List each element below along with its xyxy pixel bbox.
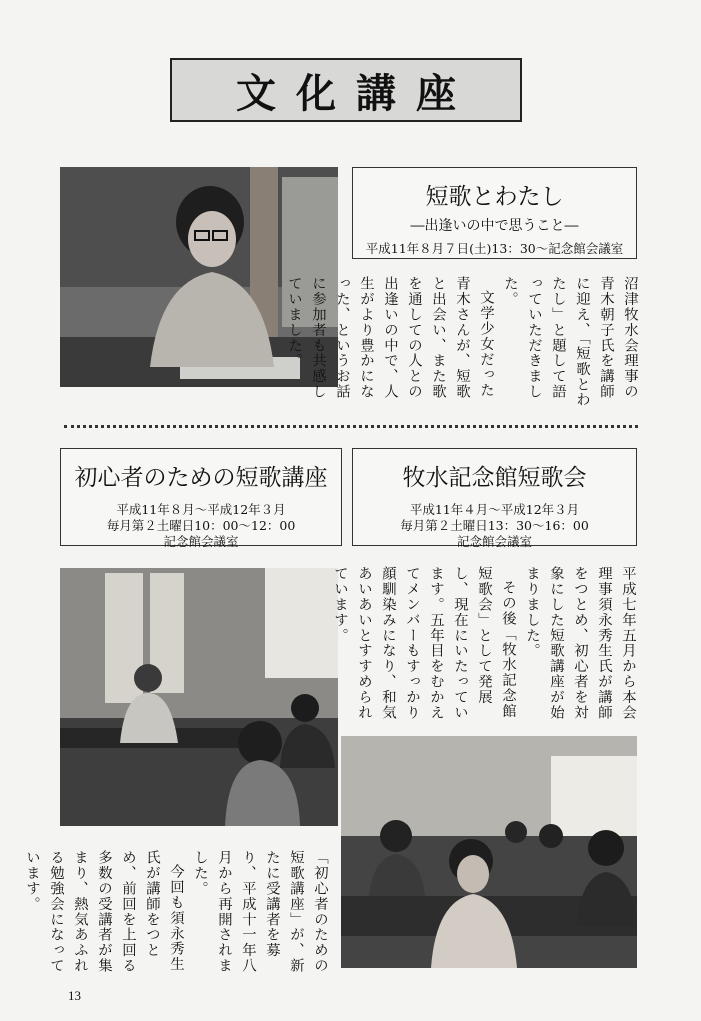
- beginner-paragraph: 今回も須永秀生氏が講師をつとめ、前回を上回る多数の受講者が集まり、熱気あふれる勉強会になっています。: [24, 850, 184, 974]
- tankakai-paragraph: その後「牧水記念館短歌会」として発展し、現在にいたっています。五年目をむかえてメンバーもすっかり顔馴染みになり、和気あいあいとすすめられています。: [332, 566, 516, 720]
- tankakai-meeting-photo: [341, 736, 637, 968]
- tankakai-paragraph: 平成七年五月から本会理事須永秀生氏が講師をつとめ、初心者を対象にした短歌講座が始まりました。: [524, 566, 636, 720]
- page-title: 文化講座: [236, 70, 476, 117]
- tankakai-place: 記念館会議室: [456, 534, 532, 549]
- beginner-paragraph: 「初心者のための短歌講座」が、新たに受講者を募り、平成十一年八月から再開されました。: [192, 850, 328, 974]
- tankakai-title-box: [352, 448, 637, 549]
- tankakai-period: 平成11年４月～平成12年３月: [409, 502, 580, 517]
- lecture-paragraph: 沼津牧水会理事の青木朝子氏を講師に迎え、「短歌とわたし」と題して語っていただきました。: [502, 276, 638, 408]
- beginner-period: 平成11年８月～平成12年３月: [116, 502, 286, 517]
- section-divider: [64, 425, 638, 428]
- beginner-schedule: 毎月第２土曜日10：00～12：00: [106, 518, 296, 533]
- page-number: 13: [68, 988, 81, 1003]
- beginner-title-box: [60, 448, 342, 549]
- lecture-title-box: [352, 167, 637, 259]
- lecture-body: [286, 276, 642, 408]
- lecture-date: 平成11年８月７日(土)13：30～記念館会議室: [365, 241, 624, 256]
- beginner-place: 記念館会議室: [163, 534, 239, 549]
- tankakai-body: [332, 566, 640, 726]
- beginner-title: 初心者のための短歌講座: [74, 465, 328, 491]
- lecture-subtitle: ―出逢いの中で思うこと―: [410, 218, 579, 234]
- lecture-title: 短歌とわたし: [425, 184, 564, 210]
- page-title-box: [170, 58, 522, 122]
- beginner-class-photo: [60, 568, 338, 826]
- tankakai-schedule: 毎月第２土曜日13：30～16：00: [400, 518, 589, 533]
- lecture-paragraph: 文学少女だった青木さんが、短歌と出会い、また歌を通しての人との出逢いの中で、人生がより豊かになった、というお話に参加者も共感していました。: [286, 276, 494, 400]
- beginner-body: [24, 850, 332, 986]
- tankakai-title: 牧水記念館短歌会: [402, 465, 587, 491]
